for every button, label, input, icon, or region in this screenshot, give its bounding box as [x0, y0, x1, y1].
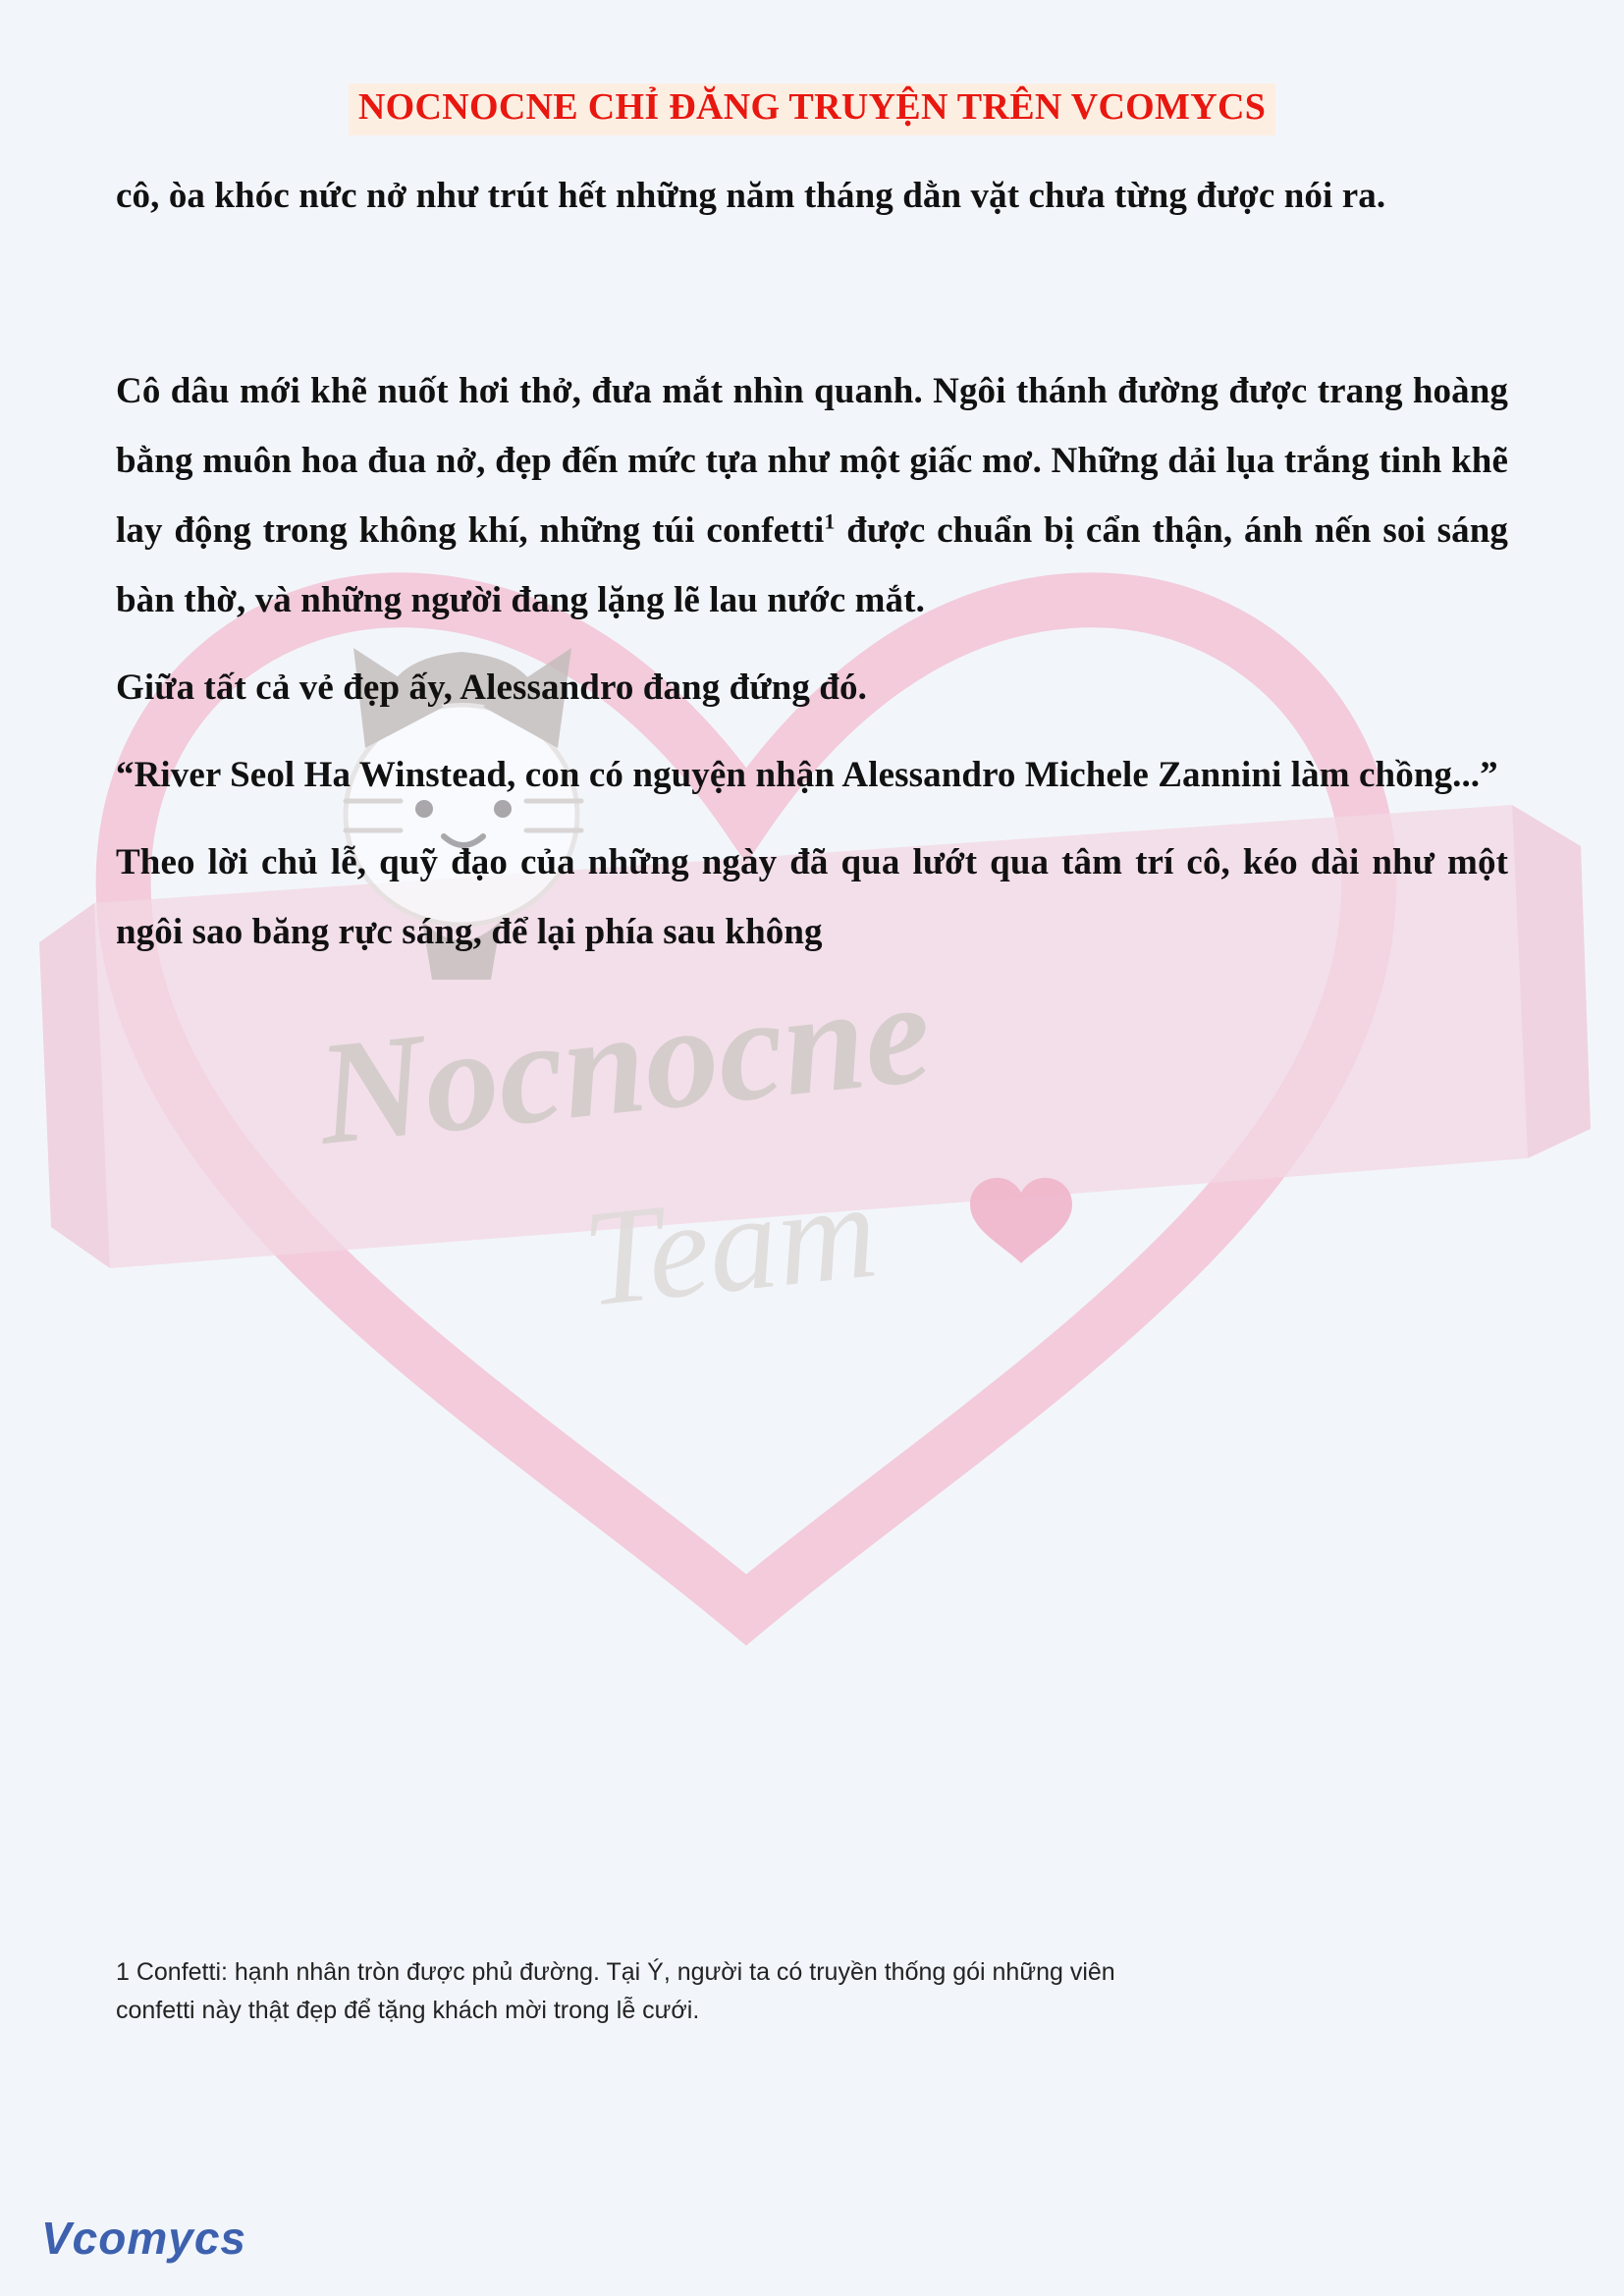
paragraph-3 [116, 653, 1508, 722]
paragraph-2-text-b: được chuẩn bị cẩn thận, ánh nến soi sáng bàn thờ, và những người đang lặng lẽ lau nước mắt. [116, 509, 1508, 620]
paragraph-5 [116, 828, 1508, 967]
notice-banner [116, 83, 1508, 135]
paragraph-1 [116, 161, 1508, 231]
footnote-line-1: 1 Confetti: hạnh nhân tròn được phủ đường. Tại Ý, người ta có truyền thống gói những viên [116, 1958, 1115, 1986]
notice-banner-text: NOCNOCNE CHỈ ĐĂNG TRUYỆN TRÊN VCOMYCS [349, 83, 1275, 135]
footnote-line-2: confetti này thật đẹp để tặng khách mời trong lễ cưới. [116, 1996, 700, 2024]
footnote-marker: 1 [824, 508, 836, 534]
watermark-brand-line2: Team [576, 1153, 884, 1336]
paragraph-5-text: Theo lời chủ lễ, quỹ đạo của những ngày đã qua lướt qua tâm trí cô, kéo dài như một ngôi sao băng rực sáng, để lại phía sau không [116, 841, 1508, 952]
site-logo-text: Vcomycs [41, 2213, 247, 2264]
footnote-block [116, 1953, 1508, 2030]
paragraph-4-text: “River Seol Ha Winstead, con có nguyện nhận Alessandro Michele Zannini làm chồng...” [116, 754, 1498, 795]
paragraph-3-text: Giữa tất cả vẻ đẹp ấy, Alessandro đang đứng đó. [116, 667, 867, 708]
paragraph-2-text-a: Cô dâu mới khẽ nuốt hơi thở, đưa mắt nhìn quanh. Ngôi thánh đường được trang hoàng bằng muôn hoa đua nở, đẹp đến mức tựa như một giấc mơ. Những dải lụa trắng tinh khẽ lay động trong không khí, những túi confetti [116, 370, 1508, 551]
paragraph-4 [116, 740, 1508, 810]
watermark-brand-line1: Nocnocne [310, 949, 938, 1176]
paragraph-2 [116, 356, 1508, 635]
paragraph-1-text: cô, òa khóc nức nở như trút hết những năm tháng dằn vặt chưa từng được nói ra. [116, 175, 1386, 216]
site-logo [41, 2212, 246, 2265]
